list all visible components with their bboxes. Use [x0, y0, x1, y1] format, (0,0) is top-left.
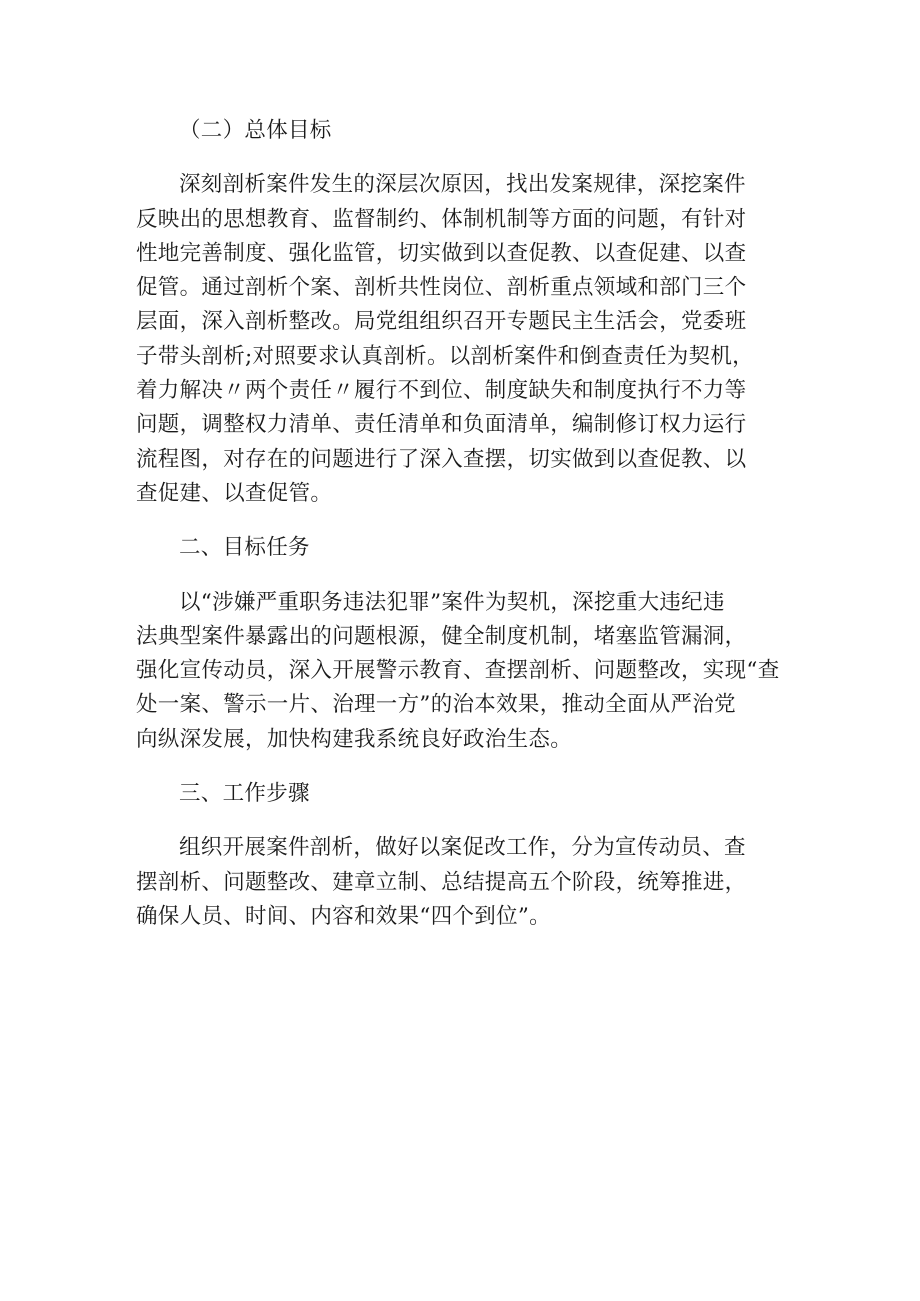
text-line: 深刻剖析案件发生的深层次原因，找出发案规律，深挖案件 — [179, 172, 746, 198]
text-line: 查促建、以查促管。 — [136, 480, 333, 506]
paragraph-overall-goal — [136, 168, 826, 511]
document-body — [136, 114, 826, 954]
text-line: 向纵深发展，加快构建我系统良好政治生态。 — [136, 726, 573, 752]
text-line: 流程图，对存在的问题进行了深入查摆，切实做到以查促教、以 — [136, 446, 747, 472]
text-line: 促管。通过剖析个案、剖析共性岗位、剖析重点领域和部门三个 — [136, 275, 747, 301]
section-heading-steps: 三、工作步骤 — [179, 781, 310, 807]
text-line: 强化宣传动员，深入开展警示教育、查摆剖析、问题整改，实现“查 — [136, 658, 780, 684]
text-line: 法典型案件暴露出的问题根源，健全制度机制，堵塞监管漏洞， — [136, 623, 747, 649]
text-line: 处一案、警示一片、治理一方”的治本效果，推动全面从严治党 — [136, 692, 736, 718]
section-heading-overall-goal: （二）总体目标 — [179, 118, 332, 143]
text-line: 确保人员、时间、内容和效果“四个到位”。 — [136, 903, 551, 929]
text-line: 组织开展案件剖析，做好以案促改工作，分为宣传动员、查 — [179, 835, 746, 861]
text-line: 以“涉嫌严重职务违法犯罪”案件为契机，深挖重大违纪违 — [179, 589, 725, 615]
paragraph-steps — [136, 831, 826, 934]
section-heading-targets: 二、目标任务 — [179, 535, 310, 561]
text-line: 摆剖析、问题整改、建章立制、总结提高五个阶段，统筹推进， — [136, 869, 747, 895]
text-line: 性地完善制度、强化监管，切实做到以查促教、以查促建、以查 — [136, 240, 747, 266]
text-line: 问题，调整权力清单、责任清单和负面清单，编制修订权力运行 — [136, 412, 747, 438]
text-line: 反映出的思想教育、监督制约、体制机制等方面的问题，有针对 — [136, 206, 747, 232]
text-line: 子带头剖析;对照要求认真剖析。以剖析案件和倒查责任为契机， — [136, 343, 754, 369]
text-line: 层面，深入剖析整改。局党组组织召开专题民主生活会，党委班 — [136, 309, 747, 335]
text-line: 着力解决〃两个责任〃履行不到位、制度缺失和制度执行不力等 — [136, 378, 747, 404]
paragraph-targets — [136, 586, 826, 757]
